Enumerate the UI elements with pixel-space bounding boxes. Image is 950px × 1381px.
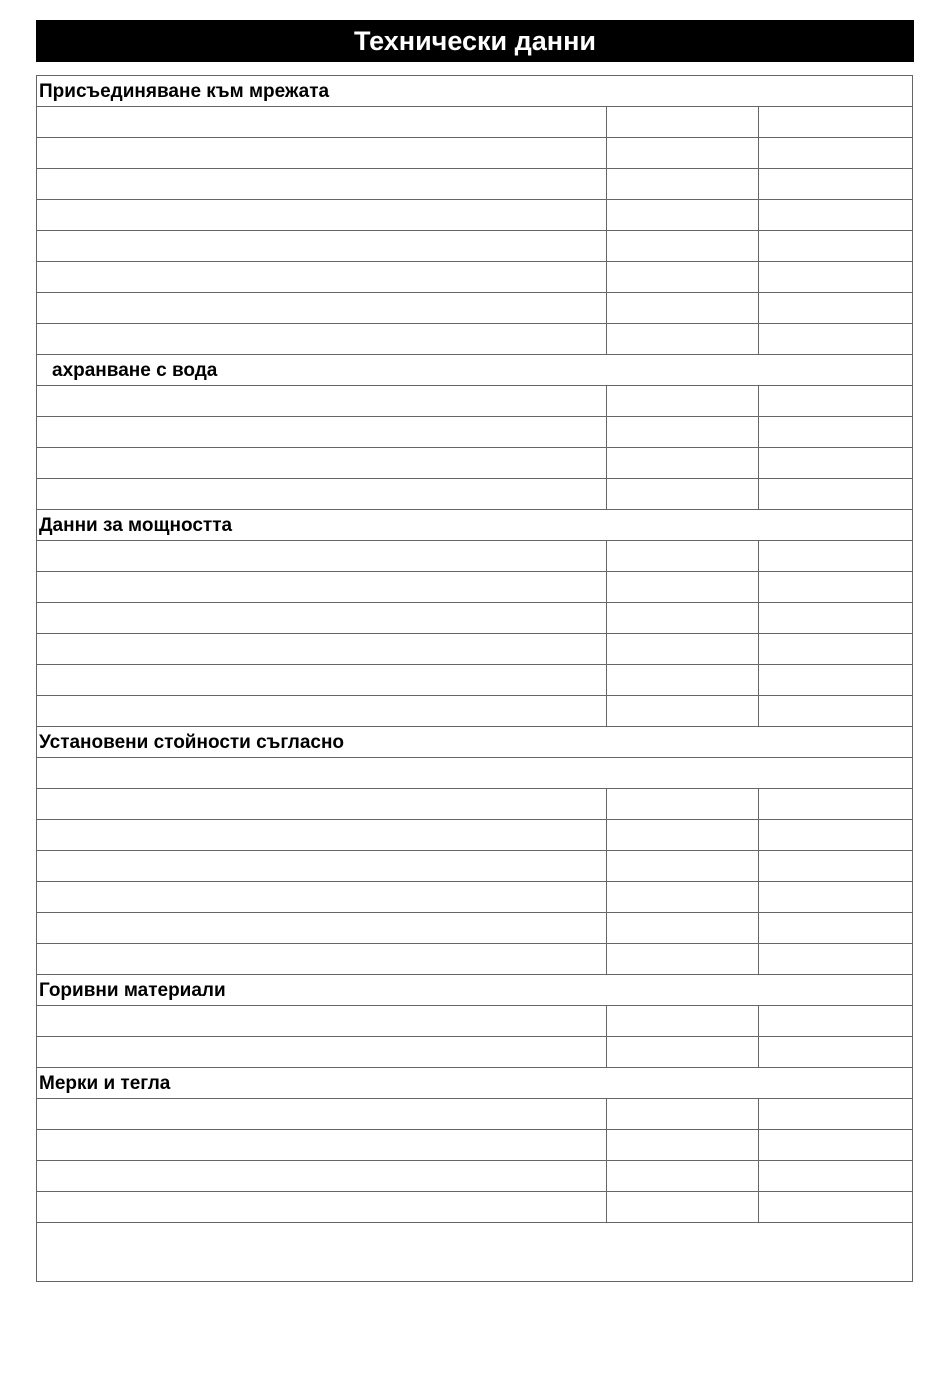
table-cell [37, 448, 607, 479]
table-cell [607, 479, 759, 510]
table-cell [759, 1192, 913, 1223]
table-cell [37, 479, 607, 510]
table-cell [759, 696, 913, 727]
table-cell [37, 603, 607, 634]
table-cell [607, 1161, 759, 1192]
table-cell [607, 262, 759, 293]
table-cell [37, 944, 607, 975]
table-cell [759, 944, 913, 975]
table-cell [37, 293, 607, 324]
table-cell [607, 882, 759, 913]
table-cell [759, 417, 913, 448]
table-cell [759, 665, 913, 696]
table-row [37, 541, 913, 572]
table-row [37, 107, 913, 138]
section-header-water-supply [37, 355, 913, 386]
table-row [37, 1161, 913, 1192]
section-header-power-data [37, 510, 913, 541]
table-row [37, 1130, 913, 1161]
section-title: Данни за мощността [37, 510, 913, 541]
table-cell [759, 200, 913, 231]
table-cell [37, 1006, 607, 1037]
table-row [37, 634, 913, 665]
section-header-fuels [37, 975, 913, 1006]
table-cell [607, 169, 759, 200]
table-cell [607, 851, 759, 882]
table-cell [37, 417, 607, 448]
table-cell [607, 634, 759, 665]
table-cell [607, 541, 759, 572]
table-row [37, 231, 913, 262]
table-cell [607, 1006, 759, 1037]
table-row [37, 324, 913, 355]
table-cell [759, 572, 913, 603]
table-cell [759, 324, 913, 355]
table-cell [759, 107, 913, 138]
table-cell [759, 479, 913, 510]
table-cell [759, 1037, 913, 1068]
table-cell [607, 1099, 759, 1130]
table-cell [759, 634, 913, 665]
table-cell [759, 1130, 913, 1161]
table-row [37, 1006, 913, 1037]
table-cell [607, 913, 759, 944]
section-title: Мерки и тегла [37, 1068, 913, 1099]
table-cell [37, 1037, 607, 1068]
table-cell [37, 1130, 607, 1161]
section-header-grid-connection [37, 76, 913, 107]
section-title: Присъединяване към мрежата [37, 76, 913, 107]
table-cell [37, 696, 607, 727]
table-cell [37, 386, 607, 417]
table-row [37, 572, 913, 603]
table-cell [607, 572, 759, 603]
table-cell [607, 417, 759, 448]
table-cell [759, 138, 913, 169]
table-row-full [37, 758, 913, 789]
table-row [37, 944, 913, 975]
table-cell [607, 107, 759, 138]
table-cell [759, 1006, 913, 1037]
table-row [37, 820, 913, 851]
table-row [37, 789, 913, 820]
table-row [37, 696, 913, 727]
table-cell [607, 1192, 759, 1223]
table-cell [607, 231, 759, 262]
page-title: Технически данни [36, 20, 914, 62]
table-cell [607, 386, 759, 417]
table-cell [37, 138, 607, 169]
table-row [37, 417, 913, 448]
table-cell [37, 789, 607, 820]
table-row [37, 262, 913, 293]
table-cell [37, 758, 913, 789]
table-cell [607, 200, 759, 231]
table-cell [37, 169, 607, 200]
table-cell [607, 789, 759, 820]
table-cell [759, 386, 913, 417]
table-cell [607, 944, 759, 975]
table-cell [607, 138, 759, 169]
table-cell [37, 107, 607, 138]
table-cell [759, 789, 913, 820]
table-cell [37, 634, 607, 665]
technical-data-table [36, 75, 913, 1282]
table-row [37, 882, 913, 913]
table-cell [37, 820, 607, 851]
table-cell [759, 1161, 913, 1192]
table-row [37, 665, 913, 696]
table-row [37, 169, 913, 200]
table-cell [759, 851, 913, 882]
table-cell [759, 882, 913, 913]
table-row [37, 851, 913, 882]
table-cell [37, 913, 607, 944]
table-cell [759, 820, 913, 851]
table-cell [607, 696, 759, 727]
table-cell [607, 820, 759, 851]
table-row [37, 1192, 913, 1223]
table-row [37, 138, 913, 169]
table-cell [37, 1161, 607, 1192]
table-cell [37, 324, 607, 355]
table-cell [37, 572, 607, 603]
section-title: Установени стойности съгласно [37, 727, 913, 758]
table-cell [607, 603, 759, 634]
table-cell [607, 448, 759, 479]
table-row [37, 448, 913, 479]
table-cell [37, 1192, 607, 1223]
table-cell [759, 293, 913, 324]
section-title: ахранване с вода [37, 355, 913, 386]
table-row [37, 293, 913, 324]
table-row [37, 386, 913, 417]
table-row [37, 479, 913, 510]
table-cell [759, 231, 913, 262]
table-cell [37, 1099, 607, 1130]
table-row [37, 603, 913, 634]
table-cell [759, 262, 913, 293]
table-cell [607, 665, 759, 696]
section-title: Горивни материали [37, 975, 913, 1006]
section-header-determined-values [37, 727, 913, 758]
table-cell [37, 200, 607, 231]
table-cell [37, 665, 607, 696]
table-cell [37, 851, 607, 882]
table-cell [37, 882, 607, 913]
table-row [37, 913, 913, 944]
table-cell [759, 603, 913, 634]
table-cell [759, 169, 913, 200]
table-row [37, 1037, 913, 1068]
table-row [37, 1099, 913, 1130]
table-cell [37, 262, 607, 293]
table-cell [607, 1130, 759, 1161]
table-cell [759, 913, 913, 944]
table-cell [607, 1037, 759, 1068]
table-row [37, 200, 913, 231]
table-cell [37, 541, 607, 572]
table-cell [607, 293, 759, 324]
table-cell [37, 231, 607, 262]
section-header-dimensions-weights [37, 1068, 913, 1099]
table-cell [759, 1099, 913, 1130]
table-cell [607, 324, 759, 355]
table-cell [37, 1223, 913, 1282]
table-footer-row [37, 1223, 913, 1282]
table-cell [759, 448, 913, 479]
table-cell [759, 541, 913, 572]
